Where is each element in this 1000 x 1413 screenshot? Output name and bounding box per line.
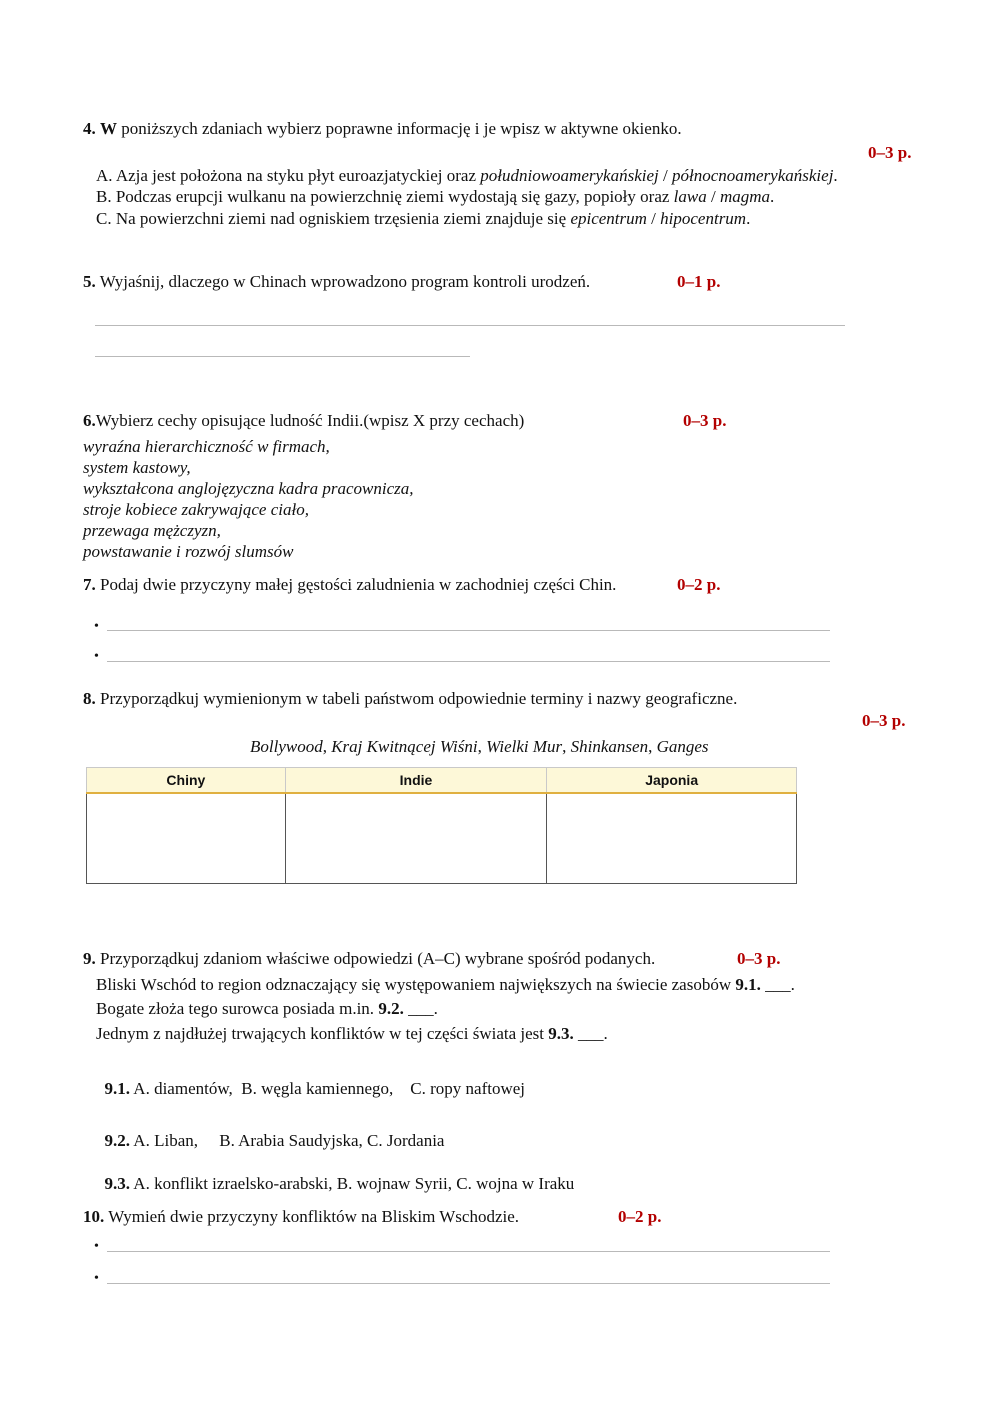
q4-option-a2[interactable]: północnoamerykańskiej [671,166,834,185]
q5-points: 0–1 p. [677,272,721,291]
q4-line-c: C. Na powierzchni ziemi nad ogniskiem trzęsienia ziemi znajduje się epicentrum / hipocentrum. [96,209,751,228]
q8-term: Ganges [656,737,709,756]
q8-prompt: 8. Przyporządkuj wymienionym w tabeli państwom odpowiednie terminy i nazwy geograficzne. [83,689,738,708]
q6-item[interactable]: system kastowy, [83,458,191,477]
q4-first-word: W [100,119,117,138]
q9-sentence-2: Bogate złoża tego surowca posiada m.in. 9.2. ___. [96,999,438,1018]
q5-answer-line-1[interactable] [95,325,845,326]
q9-prompt: 9. Przyporządkuj zdaniom właściwe odpowiedzi (A–C) wybrane spośród podanych. [83,949,656,968]
q9-blank-3[interactable]: ___. [573,1024,608,1043]
q9-sentence-3: Jednym z najdłużej trwających konfliktów w tej części świata jest 9.3. ___. [96,1024,608,1043]
q9-number: 9. [83,949,96,968]
bullet-icon: • [94,619,99,634]
q6-item[interactable]: powstawanie i rozwój slumsów [83,542,294,561]
q7-answer-line-2[interactable] [107,661,830,662]
q8-points: 0–3 p. [862,711,906,730]
q8-cell-indie[interactable] [285,793,547,884]
q4-line-a: A. Azja jest położona na styku płyt euroazjatyckiej oraz południowoamerykańskiej / północnoamerykańskiej. [96,166,838,185]
q7-points: 0–2 p. [677,575,721,594]
q8-col-japonia: Japonia [547,768,797,794]
q10-points: 0–2 p. [618,1207,662,1226]
q8-cell-japonia[interactable] [547,793,797,884]
bullet-icon: • [94,1239,99,1254]
q5-number: 5. [83,272,96,291]
q8-term: Kraj Kwitnącej Wiśni [331,737,478,756]
q7-prompt: 7. Podaj dwie przyczyny małej gęstości zaludnienia w zachodniej części Chin. [83,575,617,594]
q10-number: 10. [83,1207,105,1226]
q4-number: 4. [83,119,96,138]
q8-col-chiny: Chiny [87,768,286,794]
q6-number: 6. [83,411,96,430]
bullet-icon: • [94,649,99,664]
q6-item[interactable]: stroje kobiece zakrywające ciało, [83,500,309,519]
q6-item[interactable]: wyraźna hierarchiczność w firmach, [83,437,330,456]
q4-option-c2[interactable]: hipocentrum [660,209,747,228]
q7-answer-line-1[interactable] [107,630,830,631]
q4-option-c1[interactable]: epicentrum [570,209,647,228]
q9-sentence-1: Bliski Wschód to region odznaczający się występowaniem największych na świecie zasobów 9.1. ___. [96,975,795,994]
q4-line-b: B. Podczas erupcji wulkanu na powierzchnię ziemi wydostają się gazy, popioły oraz lawa / magma. [96,187,775,206]
q4-prompt-text: poniższych zdaniach wybierz poprawne informację i je wpisz w aktywne okienko. [117,119,682,138]
q5-prompt: 5. Wyjaśnij, dlaczego w Chinach wprowadzono program kontroli urodzeń. [83,272,591,291]
q6-item[interactable]: wykształcona anglojęzyczna kadra pracownicza, [83,479,414,498]
q9-points: 0–3 p. [737,949,781,968]
q8-number: 8. [83,689,96,708]
q10-answer-line-2[interactable] [107,1283,830,1284]
q4-option-a1[interactable]: południowoamerykańskiej [480,166,659,185]
q8-terms: Bollywood, Kraj Kwitnącej Wiśni, Wielki Mur, Shinkansen, Ganges [250,737,709,756]
q8-table [86,767,797,884]
q4-option-b2[interactable]: magma [719,187,771,206]
q9-blank-1[interactable]: ___. [760,975,795,994]
q9-options-3: 9.3. A. konflikt izraelsko-arabski, B. wojnaw Syrii, C. wojna w Iraku [104,1174,575,1193]
bullet-icon: • [94,1271,99,1286]
q7-number: 7. [83,575,96,594]
q6-points: 0–3 p. [683,411,727,430]
q6-item[interactable]: przewaga mężczyzn, [83,521,221,540]
q9-options-1: 9.1. A. diamentów, B. węgla kamiennego, C. ropy naftowej [104,1079,526,1098]
q4-points: 0–3 p. [868,143,912,162]
q9-options-2: 9.2. A. Liban, B. Arabia Saudyjska, C. Jordania [104,1131,445,1150]
q6-prompt: 6.Wybierz cechy opisujące ludność Indii.(wpisz X przy cechach) [83,411,525,430]
q8-term: Wielki Mur [486,737,563,756]
q8-term: Shinkansen [570,737,649,756]
q8-col-indie: Indie [285,768,547,794]
q4-option-b1[interactable]: lawa [673,187,707,206]
q8-cell-chiny[interactable] [87,793,286,884]
q10-prompt: 10. Wymień dwie przyczyny konfliktów na Bliskim Wschodzie. [83,1207,520,1226]
q5-answer-line-2[interactable] [95,356,470,357]
q9-blank-2[interactable]: ___. [403,999,438,1018]
q10-answer-line-1[interactable] [107,1251,830,1252]
q4-prompt [83,119,682,139]
q8-term: Bollywood [250,737,323,756]
